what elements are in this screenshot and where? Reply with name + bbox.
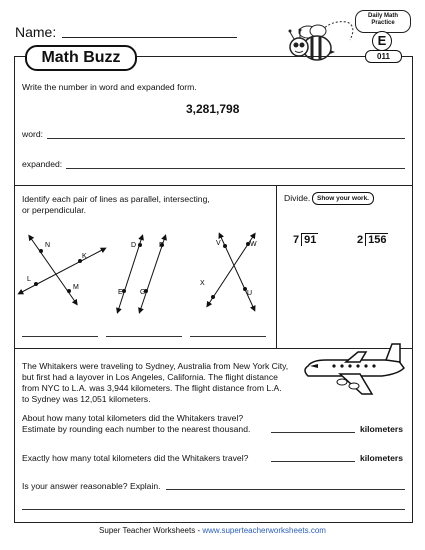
explain-answer-line-1[interactable] xyxy=(166,489,405,490)
label-e: E xyxy=(118,289,123,296)
footer-url[interactable]: www.superteacherworksheets.com xyxy=(202,526,326,535)
label-u: U xyxy=(247,290,253,297)
footer xyxy=(0,526,425,535)
label-k: K xyxy=(82,253,87,260)
division-problem-2 xyxy=(357,233,388,246)
estimate-answer-line[interactable] xyxy=(271,432,355,433)
line-de xyxy=(118,237,142,311)
word-label: word: xyxy=(22,129,44,139)
label-w: W xyxy=(250,241,257,248)
point-v xyxy=(223,244,227,248)
name-field[interactable] xyxy=(62,37,237,38)
label-d: D xyxy=(131,242,137,249)
answer-line-3[interactable] xyxy=(190,336,266,337)
daily-math-badge: Daily Math Practice xyxy=(355,10,411,33)
expanded-label: expanded: xyxy=(22,159,63,169)
label-n: N xyxy=(45,242,51,249)
question-1-line-1: About how many total kilometers did the Whitakers travel? xyxy=(22,413,244,423)
show-your-work-badge: Show your work. xyxy=(312,192,374,205)
page-title: Math Buzz xyxy=(25,45,137,71)
exact-answer-line[interactable] xyxy=(271,461,355,462)
label-v: V xyxy=(216,240,221,247)
label-x: X xyxy=(200,280,205,287)
level-letter: E xyxy=(372,31,392,51)
airplane-icon xyxy=(300,340,412,402)
story-line-4: to Sydney was 12,051 kilometers. xyxy=(22,394,151,404)
story-line-1: The Whitakers were traveling to Sydney, Australia from New York City, xyxy=(22,361,289,371)
number-to-write: 3,281,798 xyxy=(186,102,240,116)
section-divider xyxy=(14,185,413,186)
story-line-2: but first had a layover in Los Angeles, California. The flight distance xyxy=(22,372,278,382)
footer-brand: Super Teacher Worksheets - xyxy=(99,526,203,535)
story-line-3: from NYC to L.A. was 3,944 kilometers. The flight distance from L.A. xyxy=(22,383,282,393)
label-f: F xyxy=(159,242,164,249)
divisor-2: 2 xyxy=(357,234,364,246)
lines-prompt-1: Identify each pair of lines as parallel, intersecting, xyxy=(22,194,210,204)
worksheet-number: 011 xyxy=(365,50,402,63)
label-m: M xyxy=(73,284,79,291)
divide-label: Divide. xyxy=(284,193,311,203)
name-label: Name: xyxy=(15,24,57,40)
question-3: Is your answer reasonable? Explain. xyxy=(22,481,161,491)
question-2: Exactly how many total kilometers did the Whitakers travel? xyxy=(22,453,249,463)
answer-line-1[interactable] xyxy=(22,336,98,337)
division-problem-1 xyxy=(293,233,318,246)
word-answer-line[interactable] xyxy=(47,138,405,139)
expanded-answer-line[interactable] xyxy=(66,168,405,169)
point-x xyxy=(211,295,215,299)
divisor-1: 7 xyxy=(293,234,300,246)
label-l: L xyxy=(27,276,31,283)
explain-answer-line-2[interactable] xyxy=(22,509,405,510)
line-pairs-figure xyxy=(14,225,274,315)
number-prompt: Write the number in word and expanded form. xyxy=(22,82,197,92)
dividend-2: 156 xyxy=(365,233,388,246)
unit-label-2: kilometers xyxy=(360,453,403,463)
point-l xyxy=(34,282,38,286)
lines-prompt-2: or perpendicular. xyxy=(22,205,87,215)
line-lk xyxy=(20,249,104,293)
answer-line-2[interactable] xyxy=(106,336,182,337)
column-divider xyxy=(276,185,277,348)
dividend-1: 91 xyxy=(301,233,318,246)
line-nm xyxy=(30,237,76,303)
label-g: G xyxy=(140,289,146,296)
point-d xyxy=(138,243,142,247)
question-1-line-2: Estimate by rounding each number to the nearest thousand. xyxy=(22,424,251,434)
point-m xyxy=(67,289,71,293)
point-n xyxy=(39,249,43,253)
unit-label-1: kilometers xyxy=(360,424,403,434)
